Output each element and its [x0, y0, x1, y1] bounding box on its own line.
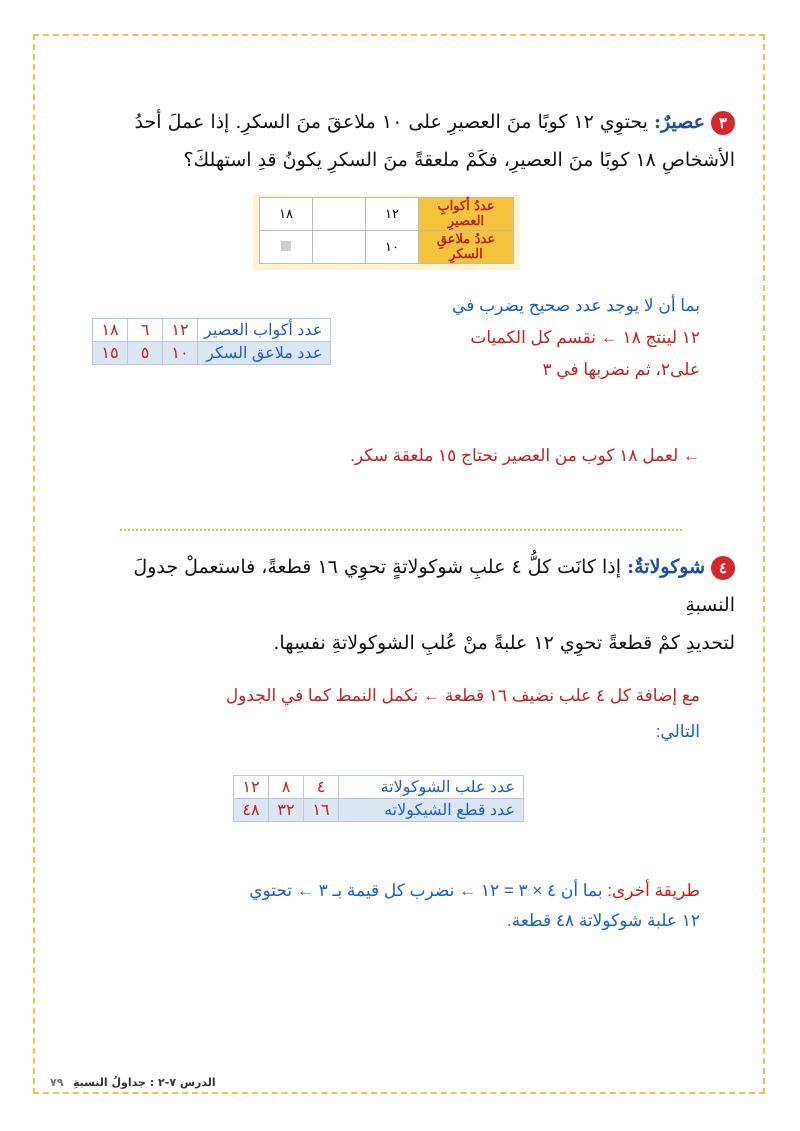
problem3-title: عصيرٌ:: [653, 111, 705, 133]
solution-text: بما أن ٤ × ٣ = ١٢: [480, 881, 603, 900]
table-row: [260, 198, 514, 231]
problem-number-badge: ٣: [711, 111, 735, 135]
solution-line: بما أن لا يوجد عدد صحيح يضرب في: [452, 296, 700, 315]
solution-line: ١٢ علبة شوكولاتة ٤٨ قطعة.: [506, 911, 700, 930]
table-row: [234, 776, 524, 799]
problem3-solution-table: [92, 318, 331, 365]
table-row: [93, 342, 331, 365]
solution-line: ١٢ لينتج ١٨ ← نقسم كل الكميات: [470, 328, 700, 347]
table-cell: ١٦: [304, 799, 339, 822]
solution-line: [100, 876, 700, 906]
problem3-text-line1: يحتوِي ١٢ كوبًا منَ العصيرِ على ١٠ ملاعقَ منَ السكرِ. إذا عملَ أحدُ: [134, 111, 648, 133]
table-cell: ١٨: [260, 198, 313, 231]
problem3-solution: [390, 290, 700, 386]
table-row: [260, 231, 514, 264]
page-footer: [50, 1076, 216, 1089]
table-row-label: عدد علب الشوكولاتة: [339, 776, 524, 799]
lesson-label: الدرس ٧-٢ : جداولُ النسبةِ: [72, 1076, 216, 1089]
table-cell: ٨: [269, 776, 304, 799]
table-cell: ١٢: [366, 198, 419, 231]
table-cell: ٣٢: [269, 799, 304, 822]
problem3-original-table-wrap: [253, 195, 520, 270]
answer-box: [260, 231, 313, 264]
solution-line: [100, 678, 700, 714]
solution-text: مع إضافة كل ٤ علب نضيف ١٦ قطعة: [444, 686, 700, 705]
problem3-original-table: [259, 197, 514, 264]
problem3-text-line2: الأشخاصِ ١٨ كوبًا منَ العصيرِ، فكَمْ ملعقةً منَ السكرِ يكونُ قدِ استهلكَ؟: [183, 149, 735, 171]
problem4-line1: [95, 548, 735, 624]
section-divider: [120, 529, 682, 531]
page-number: ٧٩: [50, 1076, 64, 1089]
problem4-text-line2: لتحديدِ كمْ قطعةً تحوِي ١٢ علبةً منْ عُلبِ الشوكولاتةِ نفسِها.: [273, 632, 735, 654]
problem3-solution-table-wrap: [92, 318, 331, 365]
answer-placeholder-icon: [281, 241, 291, 251]
table-row: [234, 799, 524, 822]
problem3-answer: ← لعمل ١٨ كوب من العصير نحتاج ١٥ ملعقة سكر.: [350, 446, 700, 465]
problem4-solution-table-wrap: [233, 775, 524, 822]
table-row-label: عدد ملاعق السكر: [198, 342, 331, 365]
problem4-other-method: [100, 876, 700, 936]
problem-number-badge: ٤: [711, 556, 735, 580]
table-cell: ٦: [128, 319, 163, 342]
table-cell: ١٥: [93, 342, 128, 365]
table-row-label: عددُ ملاعقِ السكرِ: [419, 231, 514, 264]
solution-line: على٢، ثم نضربها في ٣: [542, 360, 700, 379]
table-row-label: عدد أكواب العصير: [198, 319, 331, 342]
problem4-text-line1: إذا كانَت كلُّ ٤ علبِ شوكولاتةٍ تحوِي ١٦ قطعةً، فاستعملْ جدولَ النسبةِ: [133, 556, 735, 616]
problem4-title: شوكولاتةٌ:: [627, 556, 705, 578]
problem3-block: [95, 103, 735, 179]
problem4-block: [95, 548, 735, 662]
table-cell: ١٨: [93, 319, 128, 342]
other-method-label: طريقة أخرى:: [607, 881, 700, 900]
problem4-solution: [100, 678, 700, 750]
table-row-label: عدد قطع الشيكولاته: [339, 799, 524, 822]
solution-text: ← نكمل النمط كما في الجدول: [225, 686, 441, 705]
problem3-line1: [95, 103, 735, 141]
solution-text: ← تحتوي: [249, 881, 314, 900]
solution-line: التالي:: [655, 722, 700, 741]
table-cell: [313, 198, 366, 231]
table-cell: ١٠: [163, 342, 198, 365]
table-cell: ٤: [304, 776, 339, 799]
table-cell: ١٢: [234, 776, 269, 799]
table-cell: ٤٨: [234, 799, 269, 822]
table-row: [93, 319, 331, 342]
solution-text: ← نضرب كل قيمة بـ ٣: [318, 881, 477, 900]
table-cell: [313, 231, 366, 264]
table-row-label: عددُ أكوابِ العصيرِ: [419, 198, 514, 231]
table-cell: ١٢: [163, 319, 198, 342]
table-cell: ٥: [128, 342, 163, 365]
problem4-solution-table: [233, 775, 524, 822]
table-cell: ١٠: [366, 231, 419, 264]
